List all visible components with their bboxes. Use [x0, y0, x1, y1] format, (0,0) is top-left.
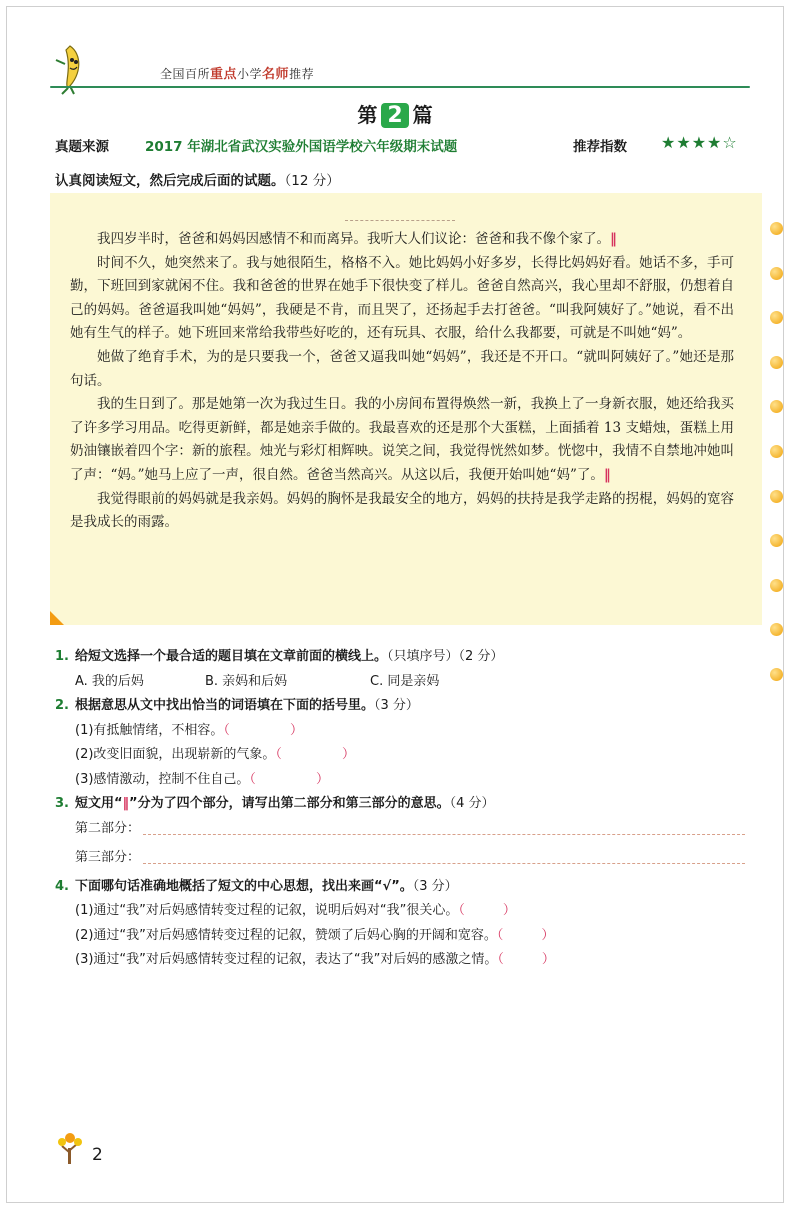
question-3	[55, 792, 755, 817]
close-paren: ）	[541, 952, 555, 967]
close-paren: ）	[502, 903, 516, 918]
line-label: 第二部分：	[75, 820, 141, 836]
question-text: 下面哪句话准确地概括了短文的中心思想，找出来画“√”。	[74, 878, 413, 894]
brand-accent: 重点	[210, 67, 238, 82]
option-b: B. 亲妈和后妈	[205, 673, 288, 689]
q4-item-1	[55, 899, 755, 924]
answer-blank[interactable]	[497, 928, 555, 943]
section-divider-mark: ‖	[603, 466, 611, 483]
binding-dot	[770, 311, 783, 324]
passage-panel	[50, 193, 762, 625]
title-number-badge: 2	[381, 103, 408, 128]
brand-text: 小学	[237, 67, 263, 81]
line-label: 第三部分：	[75, 849, 141, 865]
answer-blank[interactable]	[497, 952, 555, 967]
question-points: （4 分）	[449, 796, 495, 811]
close-paren: ）	[341, 747, 355, 762]
instruction-text: 认真阅读短文，然后完成后面的试题。	[55, 173, 285, 189]
question-text: ”分为了四个部分，请写出第二部分和第三部分的意思。	[129, 796, 450, 811]
binding-dot	[770, 490, 783, 503]
source-value: 2017 年湖北省武汉实验外国语学校六年级期末试题	[145, 139, 458, 155]
answer-blank[interactable]	[458, 903, 516, 918]
recommend-label: 推荐指数	[573, 139, 627, 155]
passage-paragraph: 我觉得眼前的妈妈就是我亲妈。妈妈的胸怀是我最安全的地方，妈妈的扶持是我学走路的拐棍，妈妈的宽容是我成长的雨露。	[70, 490, 734, 531]
section-divider-mark: ‖	[122, 796, 130, 811]
title-prefix: 第	[357, 103, 378, 127]
q3-line-1	[55, 817, 755, 846]
q2-item-1	[55, 719, 755, 744]
q2-item-3	[55, 768, 755, 793]
question-number: 4.	[55, 878, 69, 894]
header-rule	[50, 86, 750, 88]
binding-dot	[770, 400, 783, 413]
question-text: 短文用“	[74, 796, 123, 811]
brand-text: 全国百所	[160, 67, 211, 81]
binding-holes	[770, 222, 784, 713]
question-points: （只填序号）（2 分）	[387, 649, 504, 664]
question-4	[55, 875, 755, 900]
binding-dot	[770, 445, 783, 458]
q4-item-2	[55, 924, 755, 949]
brand-text: 推荐	[289, 67, 315, 81]
item-text: (2)通过“我”对后妈感情转变过程的记叙，赞颂了后妈心胸的开阔和宽容。	[75, 927, 497, 943]
answer-blank[interactable]	[275, 747, 355, 762]
banana-mascot-icon	[48, 44, 88, 96]
q2-item-2	[55, 743, 755, 768]
item-text: (3)感情激动，控制不住自己。	[75, 771, 250, 787]
source-label: 真题来源	[55, 139, 109, 155]
binding-dot	[770, 623, 783, 636]
answer-blank[interactable]	[223, 723, 303, 738]
page-number: 2	[92, 1145, 103, 1165]
option-c: C. 同是亲妈	[370, 673, 440, 689]
item-text: (1)有抵触情绪，不相容。	[75, 722, 224, 738]
q1-options	[55, 670, 755, 695]
question-number: 2.	[55, 698, 69, 713]
q4-item-3	[55, 948, 755, 973]
open-paren: （	[223, 722, 230, 738]
open-paren: （	[275, 747, 282, 762]
binding-dot	[770, 579, 783, 592]
corner-notch	[50, 611, 64, 625]
binding-dot	[770, 267, 783, 280]
question-points: （3 分）	[374, 698, 419, 713]
passage-paragraph: 她做了绝育手术，为的是只要我一个，爸爸又逼我叫她“妈妈”，我还是不开口。“就叫阿姨好了。”她还是那句话。	[70, 348, 734, 389]
answer-line[interactable]	[143, 863, 745, 864]
question-list	[55, 645, 755, 973]
open-paren: （	[458, 903, 465, 918]
passage	[70, 228, 734, 535]
answer-blank[interactable]	[249, 772, 329, 787]
title-blank-line	[345, 220, 455, 221]
binding-dot	[770, 668, 783, 681]
instruction	[55, 169, 340, 189]
item-text: (1)通过“我”对后妈感情转变过程的记叙，说明后妈对“我”很关心。	[75, 903, 459, 918]
section-divider-mark: ‖	[610, 231, 617, 247]
item-text: (2)改变旧面貌，出现崭新的气象。	[75, 747, 276, 762]
question-1	[55, 645, 755, 670]
tree-icon	[56, 1130, 84, 1166]
q3-line-2	[55, 846, 755, 875]
rating-stars: ★★★★☆	[661, 133, 738, 152]
option-a: A. 我的后妈	[75, 673, 144, 689]
instruction-points: （12 分）	[284, 173, 340, 189]
close-paren: ）	[289, 722, 303, 738]
answer-line[interactable]	[143, 834, 745, 835]
page-title	[0, 99, 790, 128]
close-paren: ）	[315, 771, 329, 787]
brand-slogan	[160, 63, 314, 82]
question-points: （3 分）	[412, 878, 458, 894]
binding-dot	[770, 534, 783, 547]
question-number: 3.	[55, 796, 69, 811]
close-paren: ）	[541, 927, 555, 943]
passage-paragraph: 时间不久，她突然来了。我与她很陌生，格格不入。她比妈妈小好多岁，长得比妈妈好看。她话不多，手可勤，下班回到家就闲不住。我和爸爸的世界在她手下很快变了样儿。爸爸自然高兴，我心里却不舒服，仍想着自己的妈妈。爸爸逼我叫她“妈妈”，我硬是不肯，而且哭了，还扬起手去打爸爸。“叫我阿姨好了。”她说，看不出她有生气的样子。她下班回来常给我带些好吃的，还有玩具、衣服，给什么我都要，可就是不叫她“妈”。	[70, 254, 734, 342]
open-paren: （	[249, 771, 256, 787]
question-2	[55, 694, 755, 719]
item-text: (3)通过“我”对后妈感情转变过程的记叙，表达了“我”对后妈的感激之情。	[75, 952, 498, 967]
open-paren: （	[496, 927, 504, 943]
passage-paragraph	[70, 228, 734, 252]
brand-accent: 名师	[262, 67, 290, 82]
paragraph-text: 我的生日到了。那是她第一次为我过生日。我的小房间布置得焕然一新，我换上了一身新衣服，她还给我买了许多学习用品。吃得更新鲜，都是她亲手做的。我最喜欢的还是那个大蛋糕，上面插着 13 支蜡烛，蛋糕上用奶油镶嵌着四个字：新的旅程。烛光与彩灯相辉映。说笑之间，我觉得恍然如梦。恍惚中，我情不自禁地冲她叫了声：“妈。”她马上应了一声，很自然。爸爸当然高兴。从这以后，我便开始叫她“妈”了。	[70, 396, 734, 483]
question-text: 根据意思从文中找出恰当的词语填在下面的括号里。	[74, 698, 374, 713]
question-text: 给短文选择一个最合适的题目填在文章前面的横线上。	[74, 649, 387, 664]
title-suffix: 篇	[412, 103, 433, 127]
binding-dot	[770, 222, 783, 235]
paragraph-text: 我四岁半时，爸爸和妈妈因感情不和而离异。我听大人们议论：爸爸和我不像个家了。	[97, 231, 610, 247]
passage-paragraph	[70, 393, 734, 487]
question-number: 1.	[55, 649, 69, 664]
binding-dot	[770, 356, 783, 369]
open-paren: （	[497, 952, 504, 967]
